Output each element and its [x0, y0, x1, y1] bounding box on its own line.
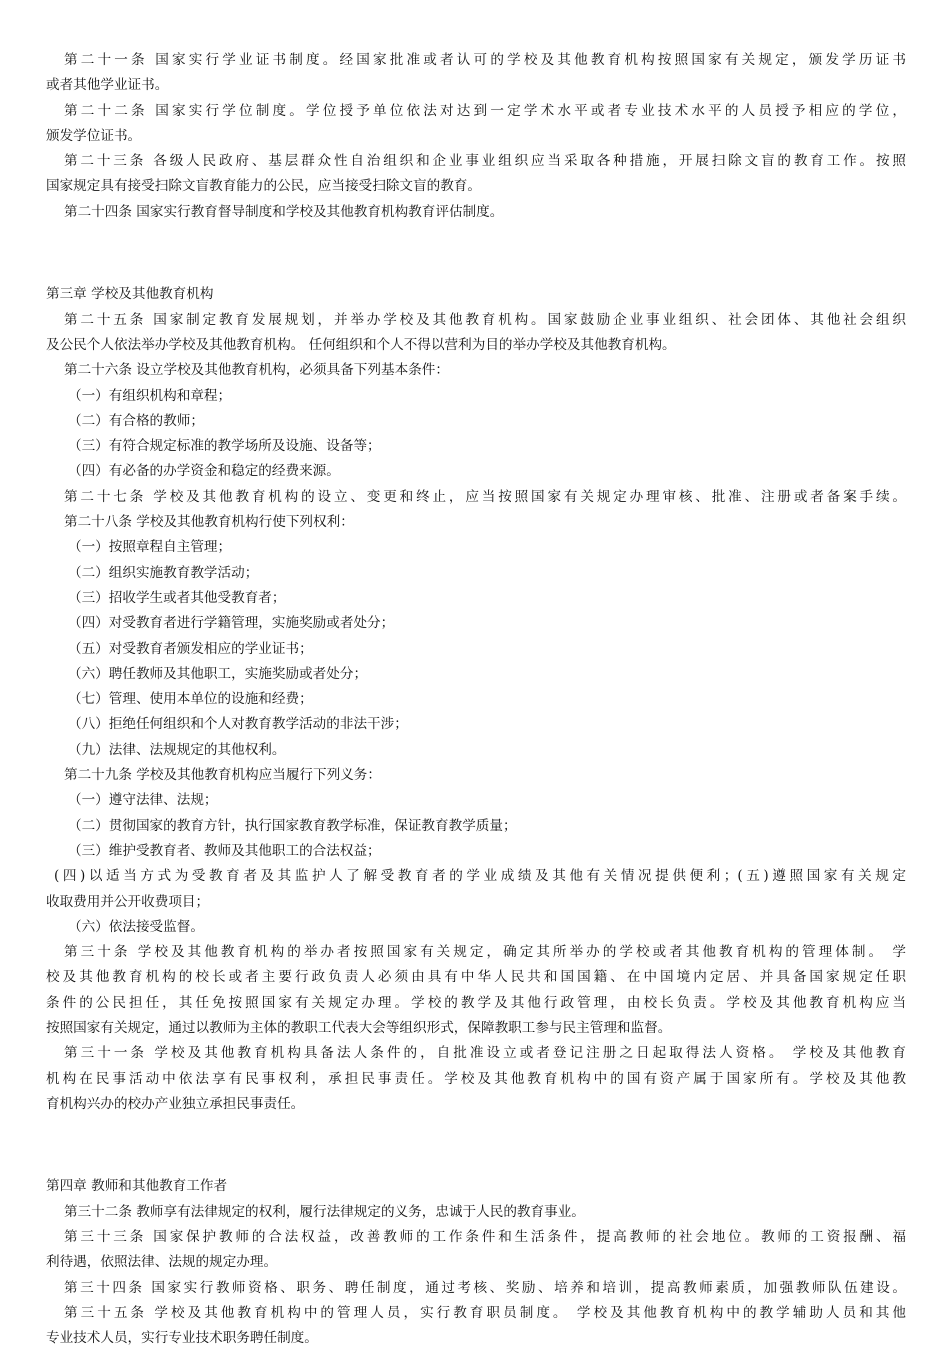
list-item: （二）组织实施教育教学活动； [68, 564, 259, 581]
list-item: （六）依法接受监督。 [68, 918, 204, 935]
list-item: （二）贯彻国家的教育方针，执行国家教育教学标准，保证教育教学质量； [68, 817, 517, 834]
list-item: （二）有合格的教师； [68, 412, 204, 429]
text-line: 机构在民事活动中依法享有民事权利，承担民事责任。学校及其他教育机构中的国有资产属于国家所有。学校及其他教 [46, 1070, 906, 1087]
text-line: 第二十一条 国家实行学业证书制度。经国家批准或者认可的学校及其他教育机构按照国家有关规定，颁发学历证书 [64, 52, 906, 68]
text-line: 按照国家有关规定，通过以教师为主体的教职工代表大会等组织形式，保障教职工参与民主管理和监督。 [46, 1019, 672, 1036]
text-line: 利待遇，依照法律、法规的规定办理。 [46, 1254, 278, 1271]
list-item: （九）法律、法规规定的其他权利。 [68, 741, 286, 758]
text-line: 第二十三条 各级人民政府、基层群众性自治组织和企业事业组织应当采取各种措施，开展扫除文盲的教育工作。按照 [64, 153, 906, 170]
blank-line [46, 241, 906, 266]
text-line: 校及其他教育机构的校长或者主要行政负责人必须由具有中华人民共和国国籍、在中国境内定居、并具备国家规定任职 [46, 969, 906, 986]
list-item: （四）对受教育者进行学籍管理，实施奖励或者处分； [68, 615, 395, 632]
text-line: 育机构兴办的校办产业独立承担民事责任。 [46, 1095, 305, 1112]
blank-line [46, 1133, 906, 1158]
text-line: (四)以适当方式为受教育者及其监护人了解受教育者的学业成绩及其他有关情况提供便利；(五)遵照国家有关规定 [54, 868, 906, 885]
chapter-heading: 第四章 教师和其他教育工作者 [46, 1178, 228, 1195]
list-item: （一）遵守法律、法规； [68, 792, 218, 809]
text-line: 第二十九条 学校及其他教育机构应当履行下列义务： [64, 767, 381, 784]
text-line: 第二十四条 国家实行教育督导制度和学校及其他教育机构教育评估制度。 [64, 203, 504, 220]
text-line: 第二十二条 国家实行学位制度。学位授予单位依法对达到一定学术水平或者专业技术水平的人员授予相应的学位， [64, 102, 906, 119]
text-line: 第二十七条 学校及其他教育机构的设立、变更和终止，应当按照国家有关规定办理审核、批准、注册或者备案手续。 [64, 488, 906, 505]
text-line: 第三十一条 学校及其他教育机构具备法人条件的，自批准设立或者登记注册之日起取得法人资格。 学校及其他教育 [64, 1045, 906, 1062]
text-line: 收取费用并公开收费项目； [46, 893, 210, 910]
list-item: （一）按照章程自主管理； [68, 539, 232, 556]
text-line: 专业技术人员，实行专业技术职务聘任制度。 [46, 1330, 318, 1347]
list-item: （三）招收学生或者其他受教育者； [68, 589, 286, 606]
list-item: （七）管理、使用本单位的设施和经费； [68, 691, 313, 708]
list-item: （八）拒绝任何组织和个人对教育教学活动的非法干涉； [68, 716, 408, 733]
list-item: （三）维护受教育者、教师及其他职工的合法权益； [68, 842, 381, 859]
text-line: 第三十五条 学校及其他教育机构中的管理人员，实行教育职员制度。 学校及其他教育机构中的教学辅助人员和其他 [64, 1304, 906, 1321]
text-line: 第二十五条 国家制定教育发展规划，并举办学校及其他教育机构。国家鼓励企业事业组织、社会团体、其他社会组织 [64, 311, 906, 328]
text-line: 第二十八条 学校及其他教育机构行使下列权利： [64, 514, 354, 531]
list-item: （四）有必备的办学资金和稳定的经费来源。 [68, 463, 340, 480]
text-line: 第三十三条 国家保护教师的合法权益，改善教师的工作条件和生活条件，提高教师的社会地位。教师的工资报酬、福 [64, 1229, 906, 1246]
text-line: 颁发学位证书。 [46, 127, 142, 144]
text-line: 第三十条 学校及其他教育机构的举办者按照国家有关规定，确定其所举办的学校或者其他教育机构的管理体制。 学 [64, 944, 906, 961]
text-line: 第三十四条 国家实行教师资格、职务、聘任制度，通过考核、奖励、培养和培训，提高教师素质，加强教师队伍建设。 [64, 1279, 906, 1296]
text-line: 第二十六条 设立学校及其他教育机构，必须具备下列基本条件： [64, 362, 449, 379]
text-line: 或者其他学业证书。 [46, 77, 169, 94]
text-line: 条件的公民担任，其任免按照国家有关规定办理。学校的教学及其他行政管理，由校长负责。学校及其他教育机构应当 [46, 994, 906, 1011]
text-line: 第三十二条 教师享有法律规定的权利，履行法律规定的义务，忠诚于人民的教育事业。 [64, 1203, 585, 1220]
list-item: （一）有组织机构和章程； [68, 387, 232, 404]
list-item: （六）聘任教师及其他职工，实施奖励或者处分； [68, 665, 368, 682]
list-item: （五）对受教育者颁发相应的学业证书； [68, 640, 313, 657]
list-item: （三）有符合规定标准的教学场所及设施、设备等； [68, 438, 381, 455]
chapter-heading: 第三章 学校及其他教育机构 [46, 286, 214, 303]
text-line: 及公民个人依法举办学校及其他教育机构。 任何组织和个人不得以营利为目的举办学校及其他教育机构。 [46, 336, 676, 353]
text-line: 国家规定具有接受扫除文盲教育能力的公民，应当接受扫除文盲的教育。 [46, 178, 481, 195]
